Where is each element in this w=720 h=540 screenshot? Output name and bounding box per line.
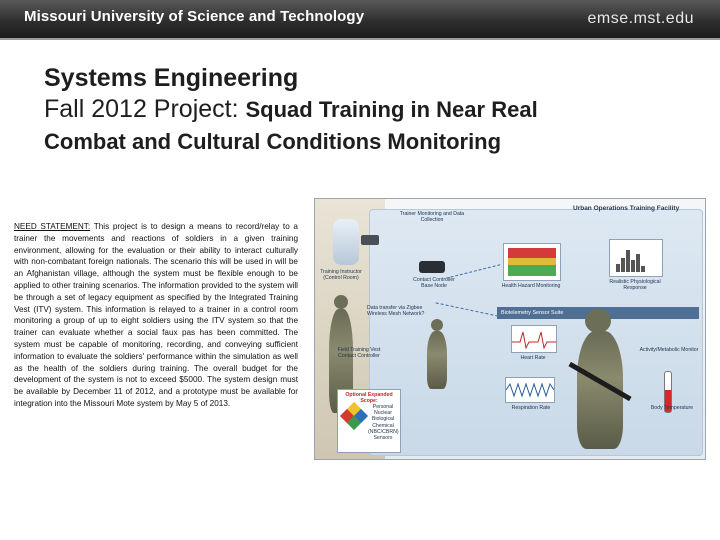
health-hazard-label: Health Hazard Monitoring — [501, 283, 561, 289]
laptop-icon — [361, 235, 379, 245]
trainer-monitoring-label: Trainer Monitoring and Data Collection — [399, 211, 465, 224]
physiological-label: Realistic Physiological Response — [609, 279, 661, 292]
title-line-1: Systems Engineering — [44, 64, 299, 92]
background-soldier-head — [334, 295, 348, 309]
title-block — [44, 62, 694, 159]
health-hazard-chart — [508, 248, 556, 276]
optional-scope-title: Optional Expanded Scope: — [345, 392, 393, 405]
activity-label: Activity/Metabolic Monitor — [639, 347, 699, 353]
health-hazard-panel — [503, 243, 561, 281]
need-statement — [14, 221, 298, 410]
contact-controller-label: Contact Controller Base Node — [413, 277, 455, 290]
title-line-3: Combat and Cultural Conditions Monitoring — [44, 129, 502, 154]
physio-bar — [626, 250, 630, 272]
header-bar — [0, 0, 720, 40]
title-line-2 — [44, 94, 694, 125]
soldier-figure-small — [427, 331, 447, 389]
respiration-label: Respiration Rate — [511, 405, 551, 411]
physiological-panel — [609, 239, 663, 277]
body-temp-label: Body Temperature — [650, 405, 694, 411]
physio-bar — [641, 266, 645, 272]
training-instructor-label: Training Instructor (Control Room) — [320, 269, 362, 282]
soldier-small-head — [431, 319, 443, 331]
hazard-icons — [342, 404, 366, 428]
system-diagram — [314, 198, 706, 460]
respiration-panel — [505, 377, 555, 403]
university-name: Missouri University of Science and Technology — [24, 8, 365, 25]
physio-bar — [631, 260, 635, 272]
need-statement-label: NEED STATEMENT: — [14, 222, 91, 231]
field-vest-label: Field Training Vest Contact Controller — [337, 347, 381, 360]
optional-scope-box — [337, 389, 401, 453]
heart-rate-trace — [512, 326, 556, 352]
data-transfer-label: Data transfer via Zigbee Wireless Mesh Network? — [367, 305, 425, 318]
physio-bar — [621, 258, 625, 272]
respiration-trace — [506, 378, 554, 402]
heart-rate-panel — [511, 325, 557, 353]
heart-rate-label: Heart Rate — [520, 355, 546, 361]
need-statement-body: This project is to design a means to record/relay to a trainer the movements and reactions of soldiers in a given training environment, allowing for the evaluation or their ability to interact culturally with non-combatant foreign nationals. The scenario this will be used in will be an Afghanistan village, although the system must be flexible enough to be applied to other training scenarios. The information provided to the system will be through a set of legacy equipment as specified by the Integrated Training Vest (ITV) system. This information is relayed to a trainer in a control room monitoring a group of up to eight soldiers using the ITV system so that the trainer can evaluate whether a social faux pas has been committed. The system must be capable of monitoring, recording, and conveying sufficient information to evaluate the soldiers' performance within the simulation as well as the health of the soldiers during training. The overall budget for the development of the system is not to exceed $5000. The system design must be available by December 11 of 2012, and a prototype must be available for integration into the Missouri Mote system by May 5 of 2013. — [14, 222, 298, 408]
controller-device — [419, 261, 445, 273]
biotelemetry-band: Biotelemetry Sensor Suite — [497, 307, 699, 319]
title-line-2-bold: Squad Training in Near Real — [245, 97, 538, 122]
instructor-figure — [333, 219, 359, 265]
title-line-2-regular: Fall 2012 Project: — [44, 95, 246, 123]
site-url[interactable]: emse.mst.edu — [587, 10, 694, 27]
facility-title: Urban Operations Training Facility — [573, 205, 680, 212]
soldier-main-head — [585, 309, 611, 333]
nbc-sensors-label: Personal Nuclear Biological Chemical (NBC/CBRN) Sensors — [368, 404, 399, 442]
physio-bar — [616, 264, 620, 272]
physiological-chart — [616, 248, 645, 272]
physio-bar — [636, 254, 640, 272]
